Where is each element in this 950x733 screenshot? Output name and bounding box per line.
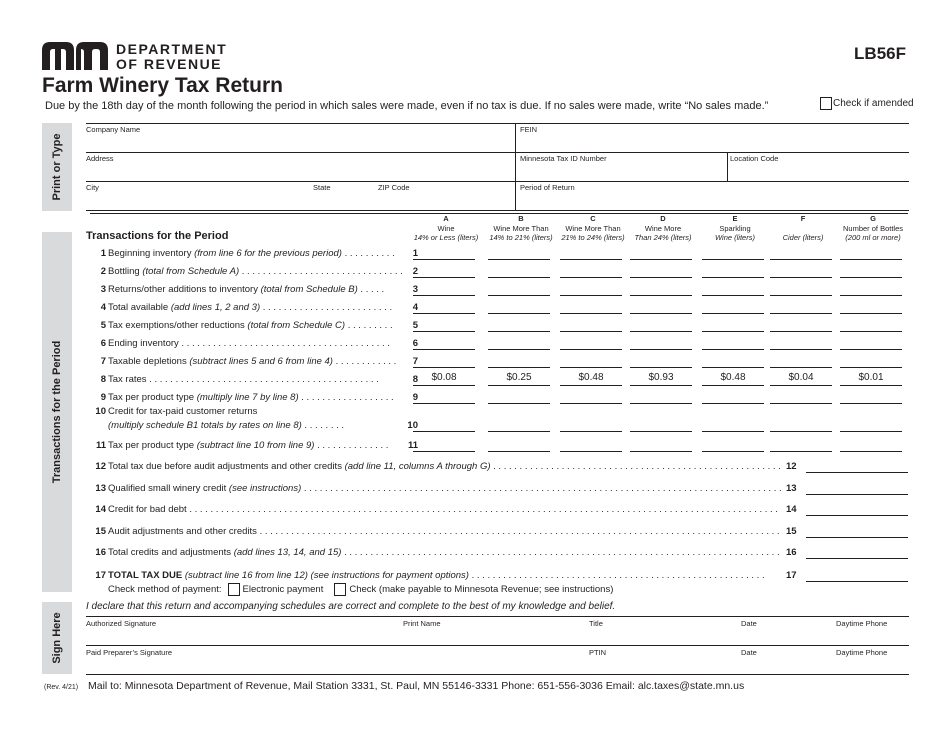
line-5-col-a-field[interactable] [413, 331, 475, 332]
line-5-text: Tax exemptions/other reductions [108, 320, 248, 331]
page-title: Farm Winery Tax Return [42, 74, 283, 97]
column-line-2: 14% or Less (liters) [413, 233, 479, 242]
line-6-number: 6 [100, 338, 106, 349]
sign-rule-3 [86, 674, 909, 675]
dept-line-2: OF REVENUE [116, 56, 223, 72]
line-1-col-e-field[interactable] [702, 259, 764, 260]
line-8-col-f-field [770, 385, 832, 386]
line-8-dots: . . . . . . . . . . . . . . . . . . . . . . . . . . . . . . . . . . . . . . . . . . . . [149, 374, 379, 385]
line-1-italic: (from line 6 for the previous period) [194, 248, 342, 259]
line-5-col-e-field[interactable] [702, 331, 764, 332]
amended-label: Check if amended [833, 98, 914, 109]
date-field-2[interactable]: Date [741, 648, 757, 657]
title-field[interactable]: Title [589, 619, 603, 628]
column-letter: B [518, 214, 524, 223]
line-7-label [90, 356, 396, 367]
line-8-col-e-field [702, 385, 764, 386]
line-10-text: Credit for tax-paid customer returns [108, 406, 258, 417]
line-17-bold: TOTAL TAX DUE [108, 570, 183, 581]
line-7-text: Taxable depletions [108, 356, 190, 367]
line-14-number: 14 [95, 504, 106, 515]
line-12-text: Total tax due before audit adjustments and other credits [108, 461, 345, 472]
line-10-italic: (multiply schedule B1 totals by rates on line 8) [108, 420, 302, 431]
line-10-col-g-field[interactable] [840, 431, 902, 432]
line-16-italic: (add lines 13, 14, and 15) [233, 547, 342, 558]
column-letter: F [800, 214, 806, 223]
line-14-label [90, 504, 778, 515]
line-8-text: Tax rates [108, 374, 150, 385]
line-4-dots: . . . . . . . . . . . . . . . . . . . . . . . . . [260, 302, 393, 313]
info-rule-4 [86, 210, 909, 211]
line-11-number: 11 [95, 440, 106, 451]
line-4-label [90, 302, 392, 313]
line-11-col-f-field[interactable] [770, 451, 832, 452]
info-top-rule [86, 123, 909, 124]
daytime-phone-field-1[interactable]: Daytime Phone [836, 619, 888, 628]
zip-field[interactable]: ZIP Code [378, 183, 410, 192]
line-2-col-c-field[interactable] [560, 277, 622, 278]
line-6-col-f-field[interactable] [770, 349, 832, 350]
line-12-field[interactable] [806, 472, 908, 473]
line-3-col-c-field[interactable] [560, 295, 622, 296]
line-11-text: Tax per product type [108, 440, 197, 451]
authorized-signature-field[interactable]: Authorized Signature [86, 619, 157, 628]
line-10-number: 10 [95, 406, 106, 417]
line-8-col-g-field [840, 385, 902, 386]
line-9-dots: . . . . . . . . . . . . . . . . . . [298, 392, 394, 403]
line-1-end-number: 1 [412, 248, 418, 259]
side-tab-sign-label: Sign Here [51, 612, 63, 664]
payment-method [108, 583, 613, 596]
column-line-2: Wine (liters) [715, 233, 755, 242]
line-15-end-number: 15 [786, 526, 797, 537]
section-title: Transactions for the Period [86, 230, 229, 242]
tax-rate-g: $0.01 [858, 372, 884, 383]
line-10-label [90, 406, 257, 417]
line-9-label [90, 392, 394, 403]
line-13-label [90, 483, 782, 494]
amended-checkbox[interactable] [820, 97, 832, 110]
line-4-col-e-field[interactable] [702, 313, 764, 314]
line-3-text: Returns/other additions to inventory [108, 284, 261, 295]
line-13-italic: (see instructions) [228, 483, 302, 494]
side-tab-print [42, 123, 72, 211]
line-17-number: 17 [95, 570, 106, 581]
side-tab-transactions-label: Transactions for the Period [51, 340, 63, 484]
line-9-col-a-field[interactable] [413, 403, 475, 404]
line-1-dots: . . . . . . . . . . [341, 248, 395, 259]
location-code-field[interactable]: Location Code [730, 154, 779, 163]
line-9-text: Tax per product type [108, 392, 197, 403]
daytime-phone-field-2[interactable]: Daytime Phone [836, 648, 888, 657]
line-3-col-f-field[interactable] [770, 295, 832, 296]
line-1-number: 1 [100, 248, 106, 259]
line-4-col-b-field[interactable] [488, 313, 550, 314]
line-9-col-g-field[interactable] [840, 403, 902, 404]
dept-line-1: DEPARTMENT [116, 41, 228, 57]
line-7-col-a-field[interactable] [413, 367, 475, 368]
tax-id-field[interactable]: Minnesota Tax ID Number [520, 154, 607, 163]
line-5-col-d-field[interactable] [630, 331, 692, 332]
column-header-f [768, 214, 838, 243]
line-5-col-b-field[interactable] [488, 331, 550, 332]
line-6-col-e-field[interactable] [702, 349, 764, 350]
address-field[interactable]: Address [86, 154, 114, 163]
line-6-col-c-field[interactable] [560, 349, 622, 350]
tax-rate-e: $0.48 [720, 372, 746, 383]
line-16-field[interactable] [806, 558, 908, 559]
info-rule-3 [86, 181, 909, 182]
line-4-col-g-field[interactable] [840, 313, 902, 314]
line-16-number: 16 [95, 547, 106, 558]
tax-rate-f: $0.04 [788, 372, 814, 383]
line-13-dots: . . . . . . . . . . . . . . . . . . . . . . . . . . . . . . . . . . . . . . . . . . . . . . . . . . . . . . . . . . . . . . . . . . . . . . . . . . . . . . . . . . . . . . . . . . . [301, 483, 782, 494]
line-7-col-b-field[interactable] [488, 367, 550, 368]
line-10-col-f-field[interactable] [770, 431, 832, 432]
line-6-col-b-field[interactable] [488, 349, 550, 350]
tax-rate-d: $0.93 [648, 372, 674, 383]
line-11-col-e-field[interactable] [702, 451, 764, 452]
department-name [116, 42, 227, 72]
column-line-1: Wine More Than [565, 223, 621, 233]
line-8-col-d-field [630, 385, 692, 386]
info-divider [515, 123, 516, 210]
line-6-col-d-field[interactable] [630, 349, 692, 350]
info-divider-location [727, 152, 728, 181]
period-field[interactable]: Period of Return [520, 183, 575, 192]
line-10-col-e-field[interactable] [702, 431, 764, 432]
line-11-dots: . . . . . . . . . . . . . . [314, 440, 389, 451]
line-3-col-d-field[interactable] [630, 295, 692, 296]
line-2-number: 2 [100, 266, 106, 277]
line-2-dots: . . . . . . . . . . . . . . . . . . . . . . . . . . . . . . . [239, 266, 403, 277]
line-6-text: Ending inventory [108, 338, 182, 349]
line-8-col-c-field [560, 385, 622, 386]
line-2-end-number: 2 [412, 266, 418, 277]
line-11-col-d-field[interactable] [630, 451, 692, 452]
tax-rate-c: $0.48 [578, 372, 604, 383]
line-16-end-number: 16 [786, 547, 797, 558]
column-letter: C [590, 214, 596, 223]
line-11-col-c-field[interactable] [560, 451, 622, 452]
line-1-col-f-field[interactable] [770, 259, 832, 260]
line-9-col-b-field[interactable] [488, 403, 550, 404]
line-15-text: Audit adjustments and other credits [108, 526, 260, 537]
line-9-italic: (multiply line 7 by line 8) [196, 392, 299, 403]
line-3-italic: (total from Schedule B) [260, 284, 358, 295]
line-12-italic: (add line 11, columns A through G) [344, 461, 491, 472]
column-letter: E [732, 214, 738, 223]
column-line-1 [768, 224, 838, 234]
column-line-1: Wine More Than [493, 223, 549, 233]
line-16-label [90, 547, 780, 558]
column-line-2: 21% to 24% (liters) [561, 233, 625, 242]
date-field-1[interactable]: Date [741, 619, 757, 628]
line-3-col-e-field[interactable] [702, 295, 764, 296]
line-1-label [90, 248, 395, 259]
column-line-2: 14% to 21% (liters) [489, 233, 553, 242]
line-5-end-number: 5 [412, 320, 418, 331]
line-9-number: 9 [100, 392, 106, 403]
print-name-field[interactable]: Print Name [403, 619, 441, 628]
line-13-field[interactable] [806, 494, 908, 495]
column-line-2: Than 24% (liters) [634, 233, 692, 242]
ptin-field[interactable]: PTIN [589, 648, 607, 657]
line-8-end-number: 8 [412, 374, 418, 385]
city-field[interactable]: City [86, 183, 99, 192]
line-7-dots: . . . . . . . . . . . . [332, 356, 397, 367]
line-11-end-number: 11 [407, 440, 418, 451]
line-15-dots: . . . . . . . . . . . . . . . . . . . . . . . . . . . . . . . . . . . . . . . . . . . . . . . . . . . . . . . . . . . . . . . . . . . . . . . . . . . . . . . . . . . . . . . . . . . . . . . . . . . [259, 526, 780, 537]
line-14-dots: . . . . . . . . . . . . . . . . . . . . . . . . . . . . . . . . . . . . . . . . . . . . . . . . . . . . . . . . . . . . . . . . . . . . . . . . . . . . . . . . . . . . . . . . . . . . . . . . . . . . . . . . . . . . . . . . [186, 504, 778, 515]
line-3-label [90, 284, 384, 295]
line-4-col-d-field[interactable] [630, 313, 692, 314]
revision-date: (Rev. 4/21) [44, 684, 79, 691]
line-13-number: 13 [95, 483, 106, 494]
line-2-col-d-field[interactable] [630, 277, 692, 278]
column-header-a [411, 214, 481, 243]
line-7-number: 7 [100, 356, 106, 367]
column-letter: A [443, 214, 449, 223]
line-7-italic: (subtract lines 5 and 6 from line 4) [189, 356, 333, 367]
declaration: I declare that this return and accompanying schedules are correct and complete to the best of my knowledge and belief. [86, 601, 616, 612]
line-4-italic: (add lines 1, 2 and 3) [170, 302, 261, 313]
column-header-b [486, 214, 556, 243]
line-9-col-d-field[interactable] [630, 403, 692, 404]
line-4-number: 4 [100, 302, 106, 313]
line-2-col-a-field[interactable] [413, 277, 475, 278]
line-9-col-c-field[interactable] [560, 403, 622, 404]
tax-rate-a: $0.08 [431, 372, 457, 383]
line-4-col-c-field[interactable] [560, 313, 622, 314]
column-line-1: Wine More [644, 223, 682, 233]
line-1-col-c-field[interactable] [560, 259, 622, 260]
line-6-col-a-field[interactable] [413, 349, 475, 350]
line-12-number: 12 [95, 461, 106, 472]
line-5-col-g-field[interactable] [840, 331, 902, 332]
line-11-label [90, 440, 388, 451]
mailing-address: Mail to: Minnesota Department of Revenue, Mail Station 3331, St. Paul, MN 55146-3331 Phone: 651-556-3036 Email: alc.taxes@state.mn.us [88, 680, 745, 692]
line-17-end-number: 17 [786, 570, 797, 581]
line-17-italic: (subtract line 16 from line 12) (see instructions for payment options) [182, 570, 469, 581]
line-9-col-e-field[interactable] [702, 403, 764, 404]
line-2-col-b-field[interactable] [488, 277, 550, 278]
state-field[interactable]: State [313, 183, 331, 192]
line-11-col-a-field[interactable] [413, 451, 475, 452]
line-14-end-number: 14 [786, 504, 797, 515]
column-line-1: Number of Bottles [842, 223, 904, 233]
line-7-end-number: 7 [412, 356, 418, 367]
line-17-dots: . . . . . . . . . . . . . . . . . . . . . . . . . . . . . . . . . . . . . . . . . . . . . . . . . . . . . . . . [468, 570, 765, 581]
line-3-dots: . . . . . [357, 284, 385, 295]
column-header-d [628, 214, 698, 243]
line-6-dots: . . . . . . . . . . . . . . . . . . . . . . . . . . . . . . . . . . . . . . . . [181, 338, 390, 349]
column-header-g [838, 214, 908, 243]
sign-rule-2 [86, 645, 909, 646]
line-10-col-a-field[interactable] [413, 431, 475, 432]
side-tab-transactions [42, 232, 72, 592]
check-payment-label: Check (make payable to Minnesota Revenue; see instructions) [349, 584, 614, 595]
line-3-col-g-field[interactable] [840, 295, 902, 296]
line-8-label [90, 374, 379, 385]
line-15-label [90, 526, 780, 537]
line-4-col-f-field[interactable] [770, 313, 832, 314]
fein-field[interactable]: FEIN [520, 125, 538, 134]
line-9-col-f-field[interactable] [770, 403, 832, 404]
line-7-col-d-field[interactable] [630, 367, 692, 368]
line-8-number: 8 [100, 374, 106, 385]
payment-label: Check method of payment: [108, 584, 222, 595]
line-3-col-a-field[interactable] [413, 295, 475, 296]
form-id: LB56F [854, 44, 906, 63]
line-3-col-b-field[interactable] [488, 295, 550, 296]
line-8-col-a-field [413, 385, 475, 386]
line-11-col-b-field[interactable] [488, 451, 550, 452]
electronic-payment-checkbox[interactable] [228, 583, 240, 596]
line-12-end-number: 12 [786, 461, 797, 472]
tax-rate-b: $0.25 [506, 372, 532, 383]
line-12-dots: . . . . . . . . . . . . . . . . . . . . . . . . . . . . . . . . . . . . . . . . . . . . . . . . . . . . . . . [490, 461, 781, 472]
line-8-col-b-field [488, 385, 550, 386]
line-4-text: Total available [108, 302, 171, 313]
column-line-2: Cider (liters) [782, 233, 824, 242]
line-14-field[interactable] [806, 515, 908, 516]
amended-checkbox-group [820, 97, 914, 110]
line-17-label [90, 570, 765, 581]
info-rule-2 [86, 152, 909, 153]
line-1-col-d-field[interactable] [630, 259, 692, 260]
line-4-end-number: 4 [412, 302, 418, 313]
line-5-italic: (total from Schedule C) [247, 320, 346, 331]
line-5-dots: . . . . . . . . . [345, 320, 393, 331]
column-line-1: Wine [437, 223, 455, 233]
line-10-col-d-field[interactable] [630, 431, 692, 432]
line-7-col-c-field[interactable] [560, 367, 622, 368]
check-payment-checkbox[interactable] [334, 583, 346, 596]
line-16-dots: . . . . . . . . . . . . . . . . . . . . . . . . . . . . . . . . . . . . . . . . . . . . . . . . . . . . . . . . . . . . . . . . . . . . . . . . . . . . . . . . . . . [341, 547, 780, 558]
line-14-text: Credit for bad debt [108, 504, 187, 515]
line-2-col-g-field[interactable] [840, 277, 902, 278]
line-10-end-number: 10 [407, 420, 418, 431]
preparer-signature-field[interactable]: Paid Preparer’s Signature [86, 648, 173, 657]
line-10-col-c-field[interactable] [560, 431, 622, 432]
column-line-2: (200 ml or more) [845, 233, 901, 242]
line-13-text: Qualified small winery credit [108, 483, 229, 494]
line-5-col-f-field[interactable] [770, 331, 832, 332]
side-tab-print-label: Print or Type [51, 133, 63, 201]
line-2-italic: (total from Schedule A) [142, 266, 240, 277]
line-10-dots: . . . . . . . . [301, 420, 345, 431]
side-tab-sign [42, 602, 72, 674]
line-5-col-c-field[interactable] [560, 331, 622, 332]
line-1-col-a-field[interactable] [413, 259, 475, 260]
line-2-text: Bottling [108, 266, 143, 277]
line-6-end-number: 6 [412, 338, 418, 349]
line-4-col-a-field[interactable] [413, 313, 475, 314]
line-2-label [90, 266, 403, 277]
line-1-text: Beginning inventory [108, 248, 195, 259]
line-5-number: 5 [100, 320, 106, 331]
line-6-col-g-field[interactable] [840, 349, 902, 350]
line-3-end-number: 3 [412, 284, 418, 295]
company-name-field[interactable]: Company Name [86, 125, 141, 134]
line-15-number: 15 [95, 526, 106, 537]
electronic-payment-label: Electronic payment [242, 584, 324, 595]
column-letter: D [660, 214, 666, 223]
sign-rule-1 [86, 616, 909, 617]
line-13-end-number: 13 [786, 483, 797, 494]
line-15-field[interactable] [806, 537, 908, 538]
line-7-col-g-field[interactable] [840, 367, 902, 368]
line-9-end-number: 9 [412, 392, 418, 403]
line-1-col-g-field[interactable] [840, 259, 902, 260]
line-2-col-e-field[interactable] [702, 277, 764, 278]
line-17-field[interactable] [806, 581, 908, 582]
column-letter: G [870, 214, 876, 223]
line-11-col-g-field[interactable] [840, 451, 902, 452]
line-10-col-b-field[interactable] [488, 431, 550, 432]
line-7-col-e-field[interactable] [702, 367, 764, 368]
line-3-number: 3 [100, 284, 106, 295]
column-header-c [558, 214, 628, 243]
line-6-label [90, 338, 390, 349]
line-12-label [90, 461, 781, 472]
line-7-col-f-field[interactable] [770, 367, 832, 368]
line-1-col-b-field[interactable] [488, 259, 550, 260]
column-line-1: Sparkling [719, 223, 751, 233]
due-date-instructions: Due by the 18th day of the month following the period in which sales were made, even if no tax is due. If no sales were made, write “No sales made.” [45, 100, 769, 112]
line-10-sublabel [108, 420, 344, 431]
line-16-text: Total credits and adjustments [108, 547, 234, 558]
column-header-e [700, 214, 770, 243]
line-11-italic: (subtract line 10 from line 9) [196, 440, 315, 451]
line-2-col-f-field[interactable] [770, 277, 832, 278]
line-5-label [90, 320, 393, 331]
mn-logo [42, 42, 110, 70]
